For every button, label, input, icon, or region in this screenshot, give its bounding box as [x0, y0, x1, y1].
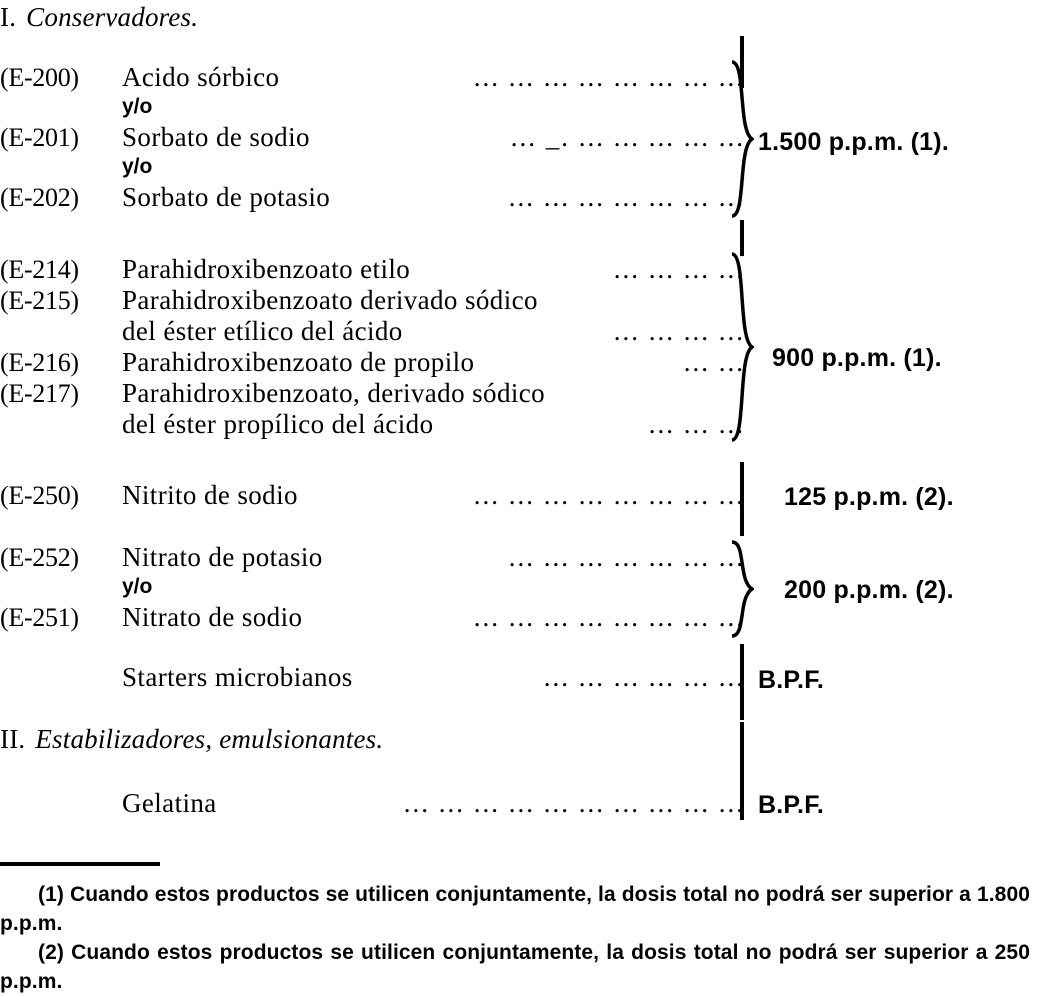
ingredient-row	[0, 62, 745, 93]
additive-code: (E-252)	[0, 543, 79, 572]
group-rule-sorbic-bottom	[740, 220, 744, 256]
additive-name: Acido sórbico	[122, 62, 280, 92]
group-brace-nitrato	[728, 540, 754, 638]
group-value: 900 p.p.m. (1).	[772, 344, 942, 372]
footnote-mark: (2)	[38, 941, 64, 964]
leader-dots: ... ... ... ...	[613, 316, 745, 346]
footnote-item	[0, 880, 1030, 938]
conjunction-yo: y/o	[122, 155, 153, 178]
leader-dots: ... ... ... ... ... ... ... ... ... ...	[403, 788, 745, 818]
ingredient-row	[0, 254, 745, 285]
additive-code: (E-202)	[0, 183, 79, 212]
ingredient-row	[0, 602, 745, 633]
additive-name: Nitrito de sodio	[122, 480, 298, 510]
ingredient-row-continued	[0, 409, 745, 440]
additive-name: Starters microbianos	[122, 662, 353, 692]
additive-code: (E-250)	[0, 481, 79, 510]
ingredient-row	[0, 788, 745, 819]
ingredient-row	[0, 182, 745, 213]
section-title: Conservadores.	[26, 2, 199, 32]
footnote-text: Cuando estos productos se utilicen conjuntamente, la dosis total no podrá ser superior a 250 p.p.m.	[0, 941, 1030, 993]
section-heading-estabilizadores	[0, 724, 383, 755]
additive-name: Parahidroxibenzoato de propilo	[122, 347, 475, 377]
additive-name: Sorbato de sodio	[122, 122, 310, 152]
group-brace-parahidroxibenzoato	[728, 252, 754, 442]
section-number: I.	[0, 2, 17, 32]
ingredient-row	[0, 347, 745, 378]
leader-dots: ... ... ... ... ... ... ...	[508, 542, 745, 572]
section-heading-conservadores	[0, 2, 198, 33]
footnote-separator	[0, 862, 160, 866]
leader-dots: ... ... ... ... ... ...	[543, 662, 745, 692]
group-value: B.P.F.	[758, 791, 825, 819]
group-value: 1.500 p.p.m. (1).	[758, 128, 949, 156]
additive-code: (E-216)	[0, 348, 79, 377]
conjunction-yo: y/o	[122, 95, 153, 118]
additive-name: del éster etílico del ácido	[122, 316, 403, 346]
ingredient-row	[0, 285, 745, 316]
footnote-mark: (1)	[38, 883, 64, 906]
footnote-item	[0, 938, 1030, 996]
additive-name: Parahidroxibenzoato etilo	[122, 254, 411, 284]
additive-name: Parahidroxibenzoato, derivado sódico	[122, 378, 546, 408]
group-value: 200 p.p.m. (2).	[784, 576, 954, 604]
additive-name: del éster propílico del ácido	[122, 409, 434, 439]
group-value: 125 p.p.m. (2).	[784, 483, 954, 511]
additive-name: Parahidroxibenzoato derivado sódico	[122, 285, 538, 315]
section-title: Estabilizadores, emulsionantes.	[35, 724, 384, 754]
leader-dots: ... ...	[683, 347, 745, 377]
additive-code: (E-217)	[0, 379, 79, 408]
ingredient-row	[0, 662, 745, 693]
leader-dots: ... ... ... ... ... ... ... ...	[473, 480, 745, 510]
additive-code: (E-201)	[0, 123, 79, 152]
leader-dots: ... ... ...	[648, 409, 745, 439]
leader-dots: ... ... ... ... ... ... ... ...	[473, 602, 745, 632]
additive-code: (E-251)	[0, 603, 79, 632]
ingredient-row	[0, 480, 745, 511]
additive-code: (E-215)	[0, 286, 79, 315]
ingredient-row	[0, 542, 745, 573]
additive-code: (E-214)	[0, 255, 79, 284]
footnote-text: Cuando estos productos se utilicen conjuntamente, la dosis total no podrá ser superior a 1.800 p.p.m.	[0, 883, 1030, 935]
additive-name: Nitrato de potasio	[122, 542, 323, 572]
additive-code: (E-200)	[0, 63, 79, 92]
additive-name: Nitrato de sodio	[122, 602, 303, 632]
conjunction-yo: y/o	[122, 575, 153, 598]
group-brace-sorbic	[728, 60, 754, 218]
leader-dots: ... _. ... ... ... ... ...	[510, 122, 745, 152]
section-number: II.	[0, 724, 26, 754]
ingredient-row	[0, 378, 745, 409]
leader-dots: ... ... ... ... ... ... ... ...	[473, 62, 745, 92]
ingredient-row	[0, 122, 745, 153]
leader-dots: ... ... ... ...	[613, 254, 745, 284]
additive-name: Gelatina	[122, 788, 217, 818]
footnotes	[0, 880, 1030, 996]
leader-dots: ... ... ... ... ... ... ...	[508, 182, 745, 212]
group-value: B.P.F.	[758, 666, 825, 694]
ingredient-row-continued	[0, 316, 745, 347]
additive-name: Sorbato de potasio	[122, 182, 331, 212]
